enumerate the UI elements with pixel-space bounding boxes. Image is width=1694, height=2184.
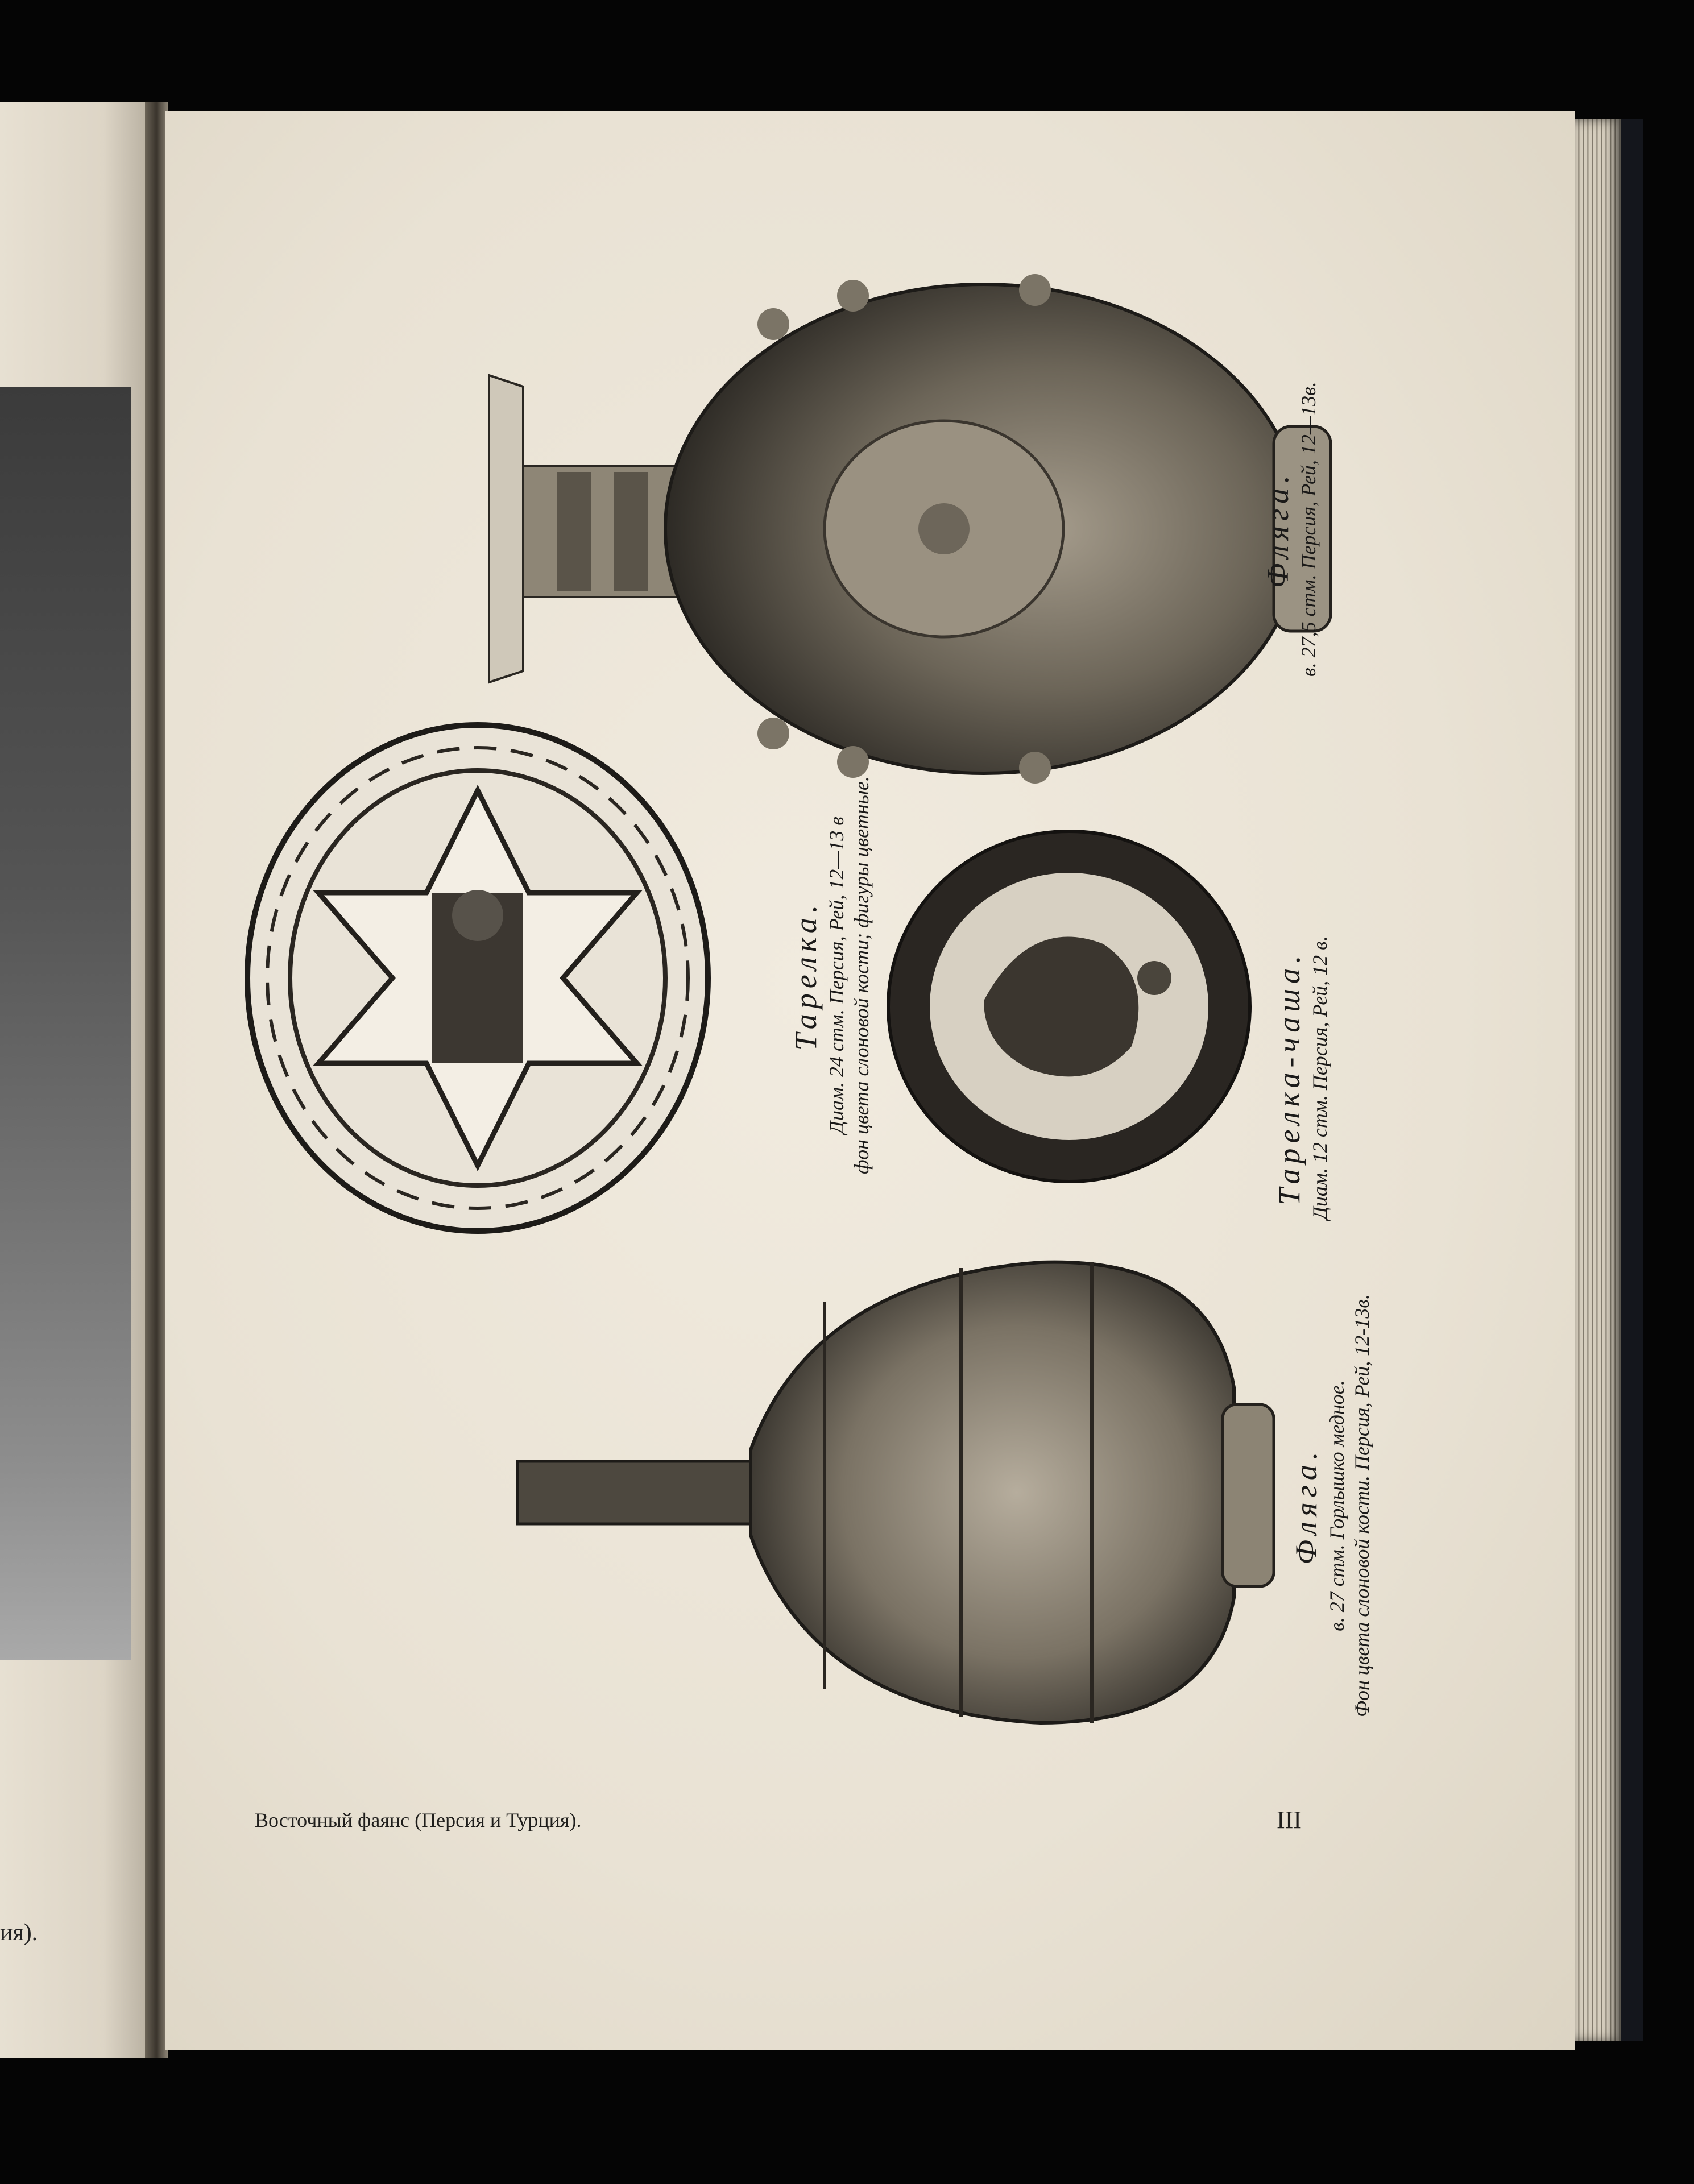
plate-large-photo — [245, 722, 711, 1234]
flask-top-photo — [489, 279, 1331, 779]
previous-page-photo — [0, 387, 131, 1660]
caption-flask-bottom-title: Фляга. — [1289, 1447, 1323, 1565]
previous-page-caption-fragment: ия). — [0, 1920, 38, 1946]
caption-flask-top — [1260, 382, 1321, 677]
caption-plate-large-line2: фон цвета слоновой кости; фигуры цветные. — [850, 776, 873, 1174]
book-gutter — [145, 102, 168, 2058]
caption-plate-large — [788, 776, 874, 1174]
page-footer-caption: Восточный фаянс (Персия и Турция). — [255, 1809, 582, 1831]
caption-flask-bottom-line1: в. 27 стм. Горлышко медное. — [1326, 1380, 1348, 1631]
previous-page — [0, 102, 148, 2058]
caption-plate-large-line1: Диам. 24 стм. Персия, Рей, 12—13 в — [825, 817, 848, 1134]
caption-bowl-small-title: Тарелка-чаша. — [1272, 950, 1306, 1205]
caption-plate-large-title: Тарелка. — [789, 900, 823, 1051]
page-edges — [1575, 119, 1621, 2041]
page-number: III — [1277, 1806, 1302, 1834]
caption-bowl-small — [1271, 936, 1332, 1220]
bowl-small-photo — [887, 830, 1251, 1183]
caption-flask-top-line1: в. 27,5 стм. Персия, Рей, 12—13в. — [1297, 382, 1320, 677]
caption-flask-top-title: Фляга. — [1261, 470, 1295, 589]
caption-flask-bottom-line2: Фон цвета слоновой кости. Персия, Рей, 12-13в. — [1351, 1294, 1373, 1717]
caption-bowl-small-line1: Диам. 12 стм. Персия, Рей, 12 в. — [1308, 936, 1331, 1220]
flask-bottom-photo — [517, 1257, 1279, 1729]
caption-flask-bottom — [1288, 1294, 1374, 1717]
book-cover-edge — [1621, 119, 1643, 2041]
